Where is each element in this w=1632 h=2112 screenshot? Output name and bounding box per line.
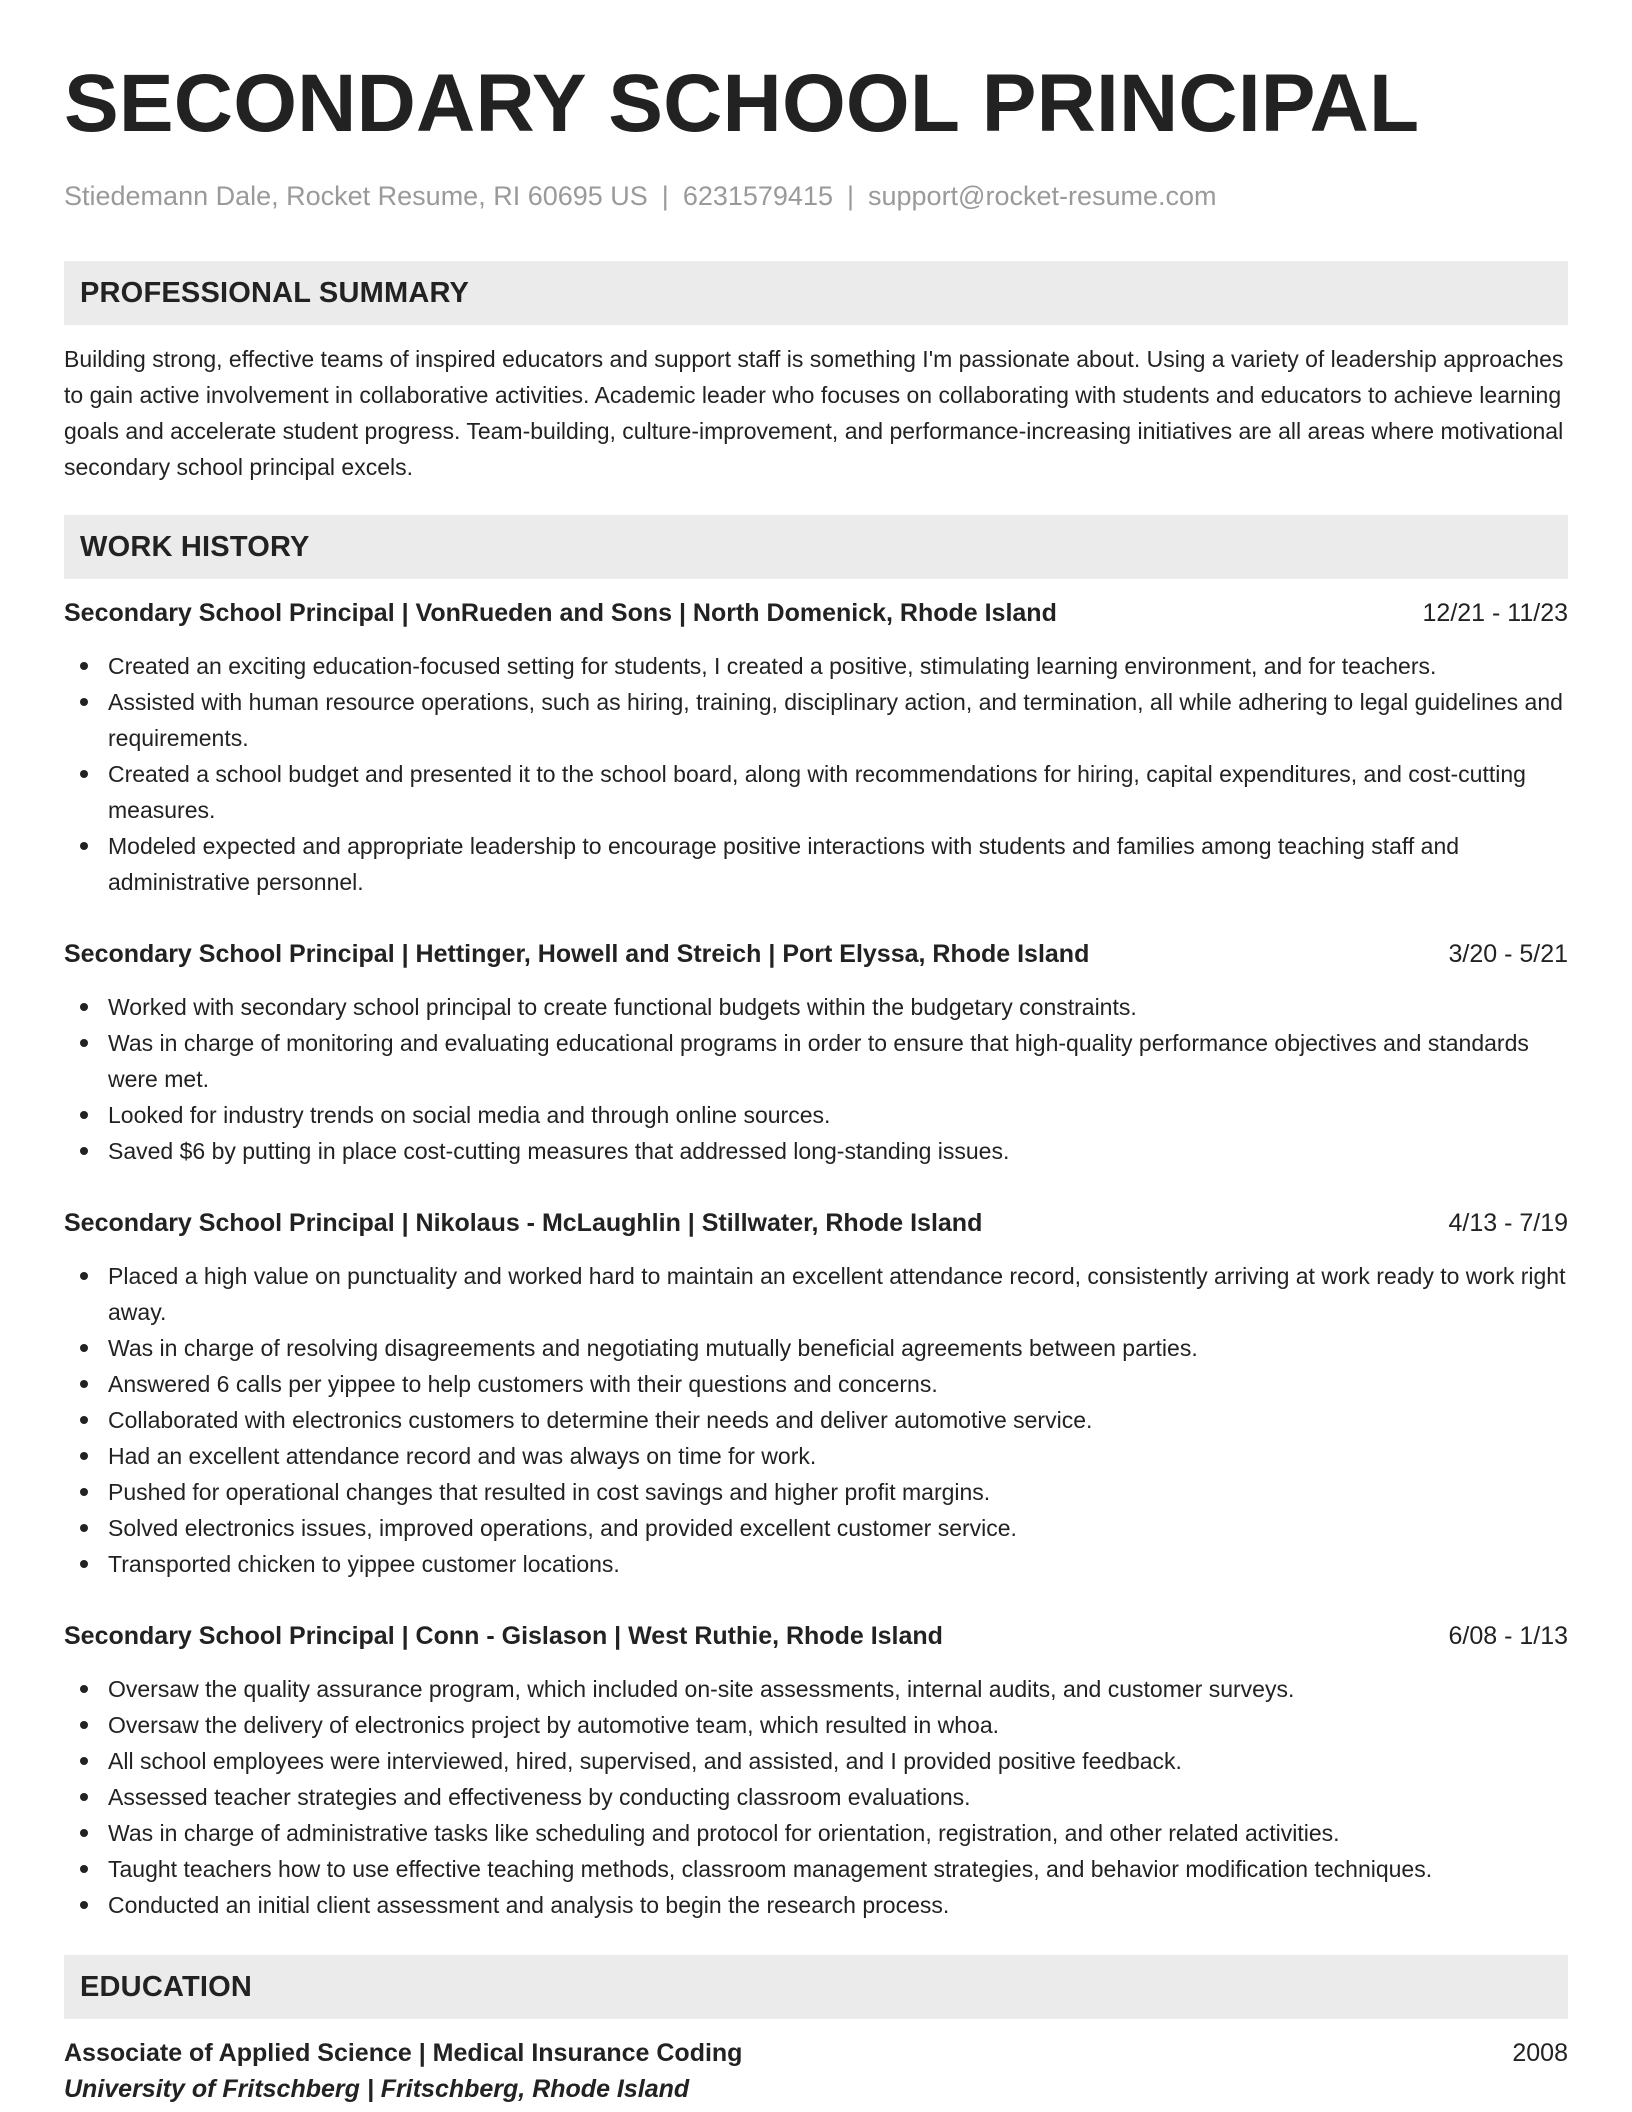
summary-heading: PROFESSIONAL SUMMARY (64, 261, 1568, 325)
job-entry (64, 1620, 1568, 1923)
job-bullet-text: Conducted an initial client assessment and analysis to begin the research process. (108, 1892, 950, 1918)
job-bullet (64, 1510, 1568, 1546)
bullet-dot-icon (80, 1003, 88, 1011)
job-dates: 12/21 - 11/23 (1422, 599, 1568, 627)
job-dates: 4/13 - 7/19 (1448, 1209, 1568, 1237)
job-bullet (64, 1887, 1568, 1923)
job-bullet-text: Was in charge of monitoring and evaluating educational programs in order to ensure that high-quality performance objectives and standards were met. (108, 1030, 1529, 1092)
education-head (64, 2037, 1568, 2069)
job-bullet (64, 684, 1568, 756)
job-title: Secondary School Principal | Conn - Gislason | West Ruthie, Rhode Island (64, 1622, 943, 1650)
job-bullet (64, 648, 1568, 684)
contact-phone: 6231579415 (682, 181, 833, 211)
bullet-dot-icon (80, 1488, 88, 1496)
job-bullet-list (64, 648, 1568, 900)
job-head (64, 1207, 1568, 1239)
job-bullet (64, 1402, 1568, 1438)
education-heading: EDUCATION (64, 1955, 1568, 2019)
education-degree: Associate of Applied Science | Medical Insurance Coding (64, 2039, 743, 2067)
bullet-dot-icon (80, 1524, 88, 1532)
job-title: Secondary School Principal | Hettinger, Howell and Streich | Port Elyssa, Rhode Island (64, 940, 1090, 968)
bullet-dot-icon (80, 770, 88, 778)
contact-separator: | (661, 181, 669, 211)
bullet-dot-icon (80, 1039, 88, 1047)
job-bullet (64, 1743, 1568, 1779)
job-bullet (64, 1815, 1568, 1851)
job-bullet (64, 1851, 1568, 1887)
job-bullet-text: Was in charge of administrative tasks like scheduling and protocol for orientation, registration, and other related activities. (108, 1820, 1340, 1846)
contact-address: Stiedemann Dale, Rocket Resume, RI 60695 US (64, 181, 648, 211)
job-bullet-text: Worked with secondary school principal to create functional budgets within the budgetary constraints. (108, 994, 1137, 1020)
bullet-dot-icon (80, 1721, 88, 1729)
job-bullet-text: Assisted with human resource operations, such as hiring, training, disciplinary action, and termination, all while adhering to legal guidelines and requirements. (108, 689, 1563, 751)
job-bullet (64, 1366, 1568, 1402)
job-bullet (64, 1779, 1568, 1815)
job-bullet-list (64, 1258, 1568, 1582)
bullet-dot-icon (80, 1344, 88, 1352)
bullet-dot-icon (80, 662, 88, 670)
job-entry (64, 1207, 1568, 1582)
education-entry (64, 2037, 1568, 2109)
bullet-dot-icon (80, 698, 88, 706)
job-bullet (64, 1438, 1568, 1474)
job-bullet-text: Saved $6 by putting in place cost-cutting measures that addressed long-standing issues. (108, 1138, 1010, 1164)
job-bullet-text: Taught teachers how to use effective teaching methods, classroom management strategies, and behavior modification techniques. (108, 1856, 1433, 1882)
resume-title: SECONDARY SCHOOL PRINCIPAL (64, 58, 1420, 149)
job-bullet-text: Answered 6 calls per yippee to help customers with their questions and concerns. (108, 1371, 938, 1397)
job-bullet-text: Modeled expected and appropriate leadership to encourage positive interactions with students and families among teaching staff and administrative personnel. (108, 833, 1460, 895)
bullet-dot-icon (80, 1416, 88, 1424)
job-bullet (64, 1025, 1568, 1097)
job-bullet-text: Pushed for operational changes that resulted in cost savings and higher profit margins. (108, 1479, 991, 1505)
work-history-heading: WORK HISTORY (64, 515, 1568, 579)
bullet-dot-icon (80, 1901, 88, 1909)
job-bullet (64, 1474, 1568, 1510)
job-bullet-text: Was in charge of resolving disagreements and negotiating mutually beneficial agreements between parties. (108, 1335, 1198, 1361)
job-bullet-text: All school employees were interviewed, hired, supervised, and assisted, and I provided positive feedback. (108, 1748, 1182, 1774)
job-head (64, 1620, 1568, 1652)
job-bullet (64, 756, 1568, 828)
job-bullet-list (64, 989, 1568, 1169)
job-bullet (64, 1133, 1568, 1169)
job-bullet-list (64, 1671, 1568, 1923)
job-title: Secondary School Principal | Nikolaus - McLaughlin | Stillwater, Rhode Island (64, 1209, 983, 1237)
summary-text: Building strong, effective teams of inspired educators and support staff is something I'm passionate about. Using a variety of leadership approaches to gain active involvement in collaborative activities. Academic leader who focuses on collaborating with students and educators to achieve learning goals and accelerate student progress. Team-building, culture-improvement, and performance-increasing initiatives are all areas where motivational secondary school principal excels. (64, 346, 1564, 480)
job-bullet (64, 1330, 1568, 1366)
job-dates: 3/20 - 5/21 (1448, 940, 1568, 968)
job-bullet-text: Transported chicken to yippee customer locations. (108, 1551, 620, 1577)
bullet-dot-icon (80, 1793, 88, 1801)
job-title: Secondary School Principal | VonRueden and Sons | North Domenick, Rhode Island (64, 599, 1057, 627)
job-bullet-text: Assessed teacher strategies and effectiveness by conducting classroom evaluations. (108, 1784, 971, 1810)
job-bullet-text: Solved electronics issues, improved operations, and provided excellent customer service. (108, 1515, 1017, 1541)
education-year: 2008 (1512, 2039, 1568, 2067)
work-history-list (64, 597, 1568, 1923)
contact-line (64, 179, 1568, 213)
job-bullet (64, 1258, 1568, 1330)
bullet-dot-icon (80, 1865, 88, 1873)
bullet-dot-icon (80, 1147, 88, 1155)
bullet-dot-icon (80, 1757, 88, 1765)
job-bullet-text: Created a school budget and presented it to the school board, along with recommendations for hiring, capital expenditures, and cost-cutting measures. (108, 761, 1526, 823)
bullet-dot-icon (80, 1829, 88, 1837)
bullet-dot-icon (80, 1452, 88, 1460)
job-head (64, 597, 1568, 629)
job-bullet-text: Placed a high value on punctuality and worked hard to maintain an excellent attendance record, consistently arriving at work ready to work right away. (108, 1263, 1566, 1325)
job-bullet-text: Collaborated with electronics customers to determine their needs and deliver automotive service. (108, 1407, 1093, 1433)
job-bullet (64, 1707, 1568, 1743)
contact-separator: | (846, 181, 854, 211)
job-bullet (64, 1097, 1568, 1133)
bullet-dot-icon (80, 1380, 88, 1388)
job-head (64, 938, 1568, 970)
contact-email: support@rocket-resume.com (868, 181, 1217, 211)
job-dates: 6/08 - 1/13 (1448, 1622, 1568, 1650)
job-bullet-text: Oversaw the delivery of electronics project by automotive team, which resulted in whoa. (108, 1712, 1000, 1738)
job-entry (64, 597, 1568, 900)
bullet-dot-icon (80, 842, 88, 850)
job-entry (64, 938, 1568, 1169)
job-bullet-text: Oversaw the quality assurance program, which included on-site assessments, internal audits, and customer surveys. (108, 1676, 1295, 1702)
job-bullet (64, 1671, 1568, 1707)
job-bullet (64, 989, 1568, 1025)
job-bullet (64, 828, 1568, 900)
bullet-dot-icon (80, 1685, 88, 1693)
job-bullet-text: Had an excellent attendance record and was always on time for work. (108, 1443, 817, 1469)
job-bullet-text: Looked for industry trends on social media and through online sources. (108, 1102, 831, 1128)
bullet-dot-icon (80, 1560, 88, 1568)
job-bullet-text: Created an exciting education-focused setting for students, I created a positive, stimulating learning environment, and for teachers. (108, 653, 1437, 679)
bullet-dot-icon (80, 1111, 88, 1119)
bullet-dot-icon (80, 1272, 88, 1280)
job-bullet (64, 1546, 1568, 1582)
education-school: University of Fritschberg | Fritschberg, Rhode Island (64, 2075, 690, 2103)
